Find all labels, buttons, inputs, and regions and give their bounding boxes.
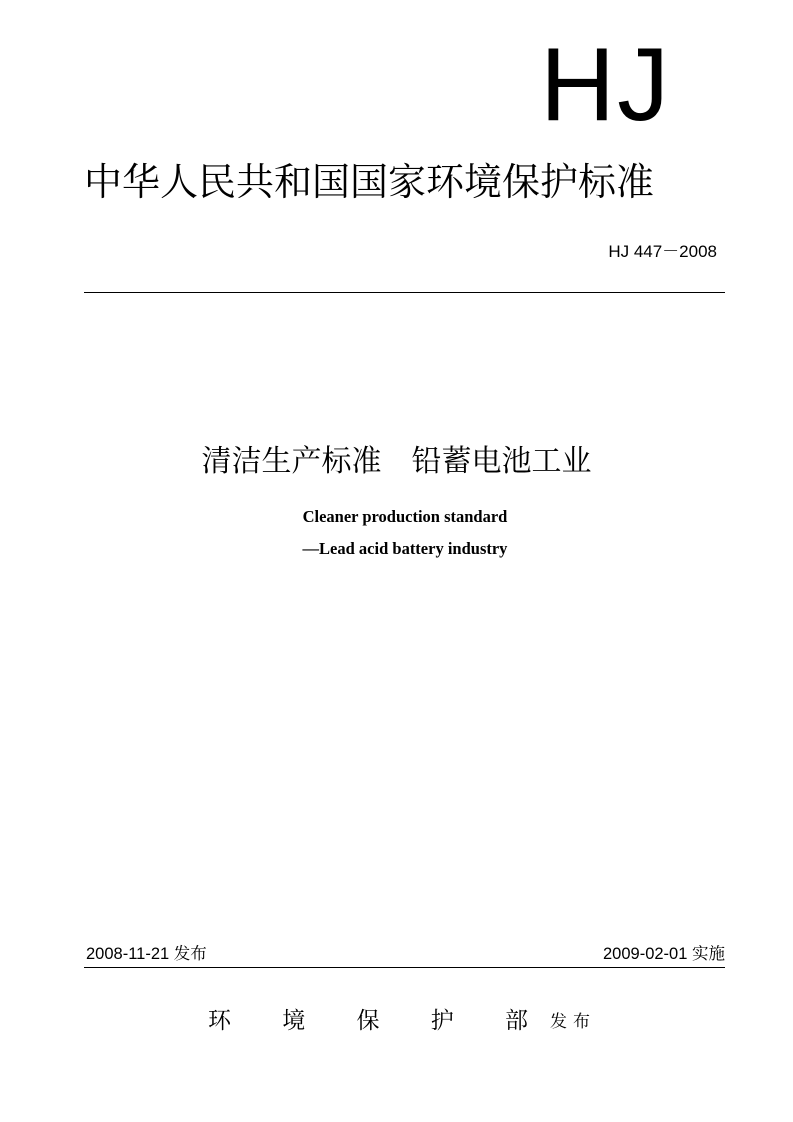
publisher-name [208,1005,528,1037]
publisher-char: 护 [430,1008,454,1034]
issue-date: 2008-11-21 发布 [86,945,207,963]
standard-logo: HJ [540,27,672,143]
standard-number: HJ 447－2008 [608,242,717,261]
publisher-char: 境 [282,1008,306,1034]
title-english-line2: —Lead acid battery industry [302,539,508,558]
publisher-char: 环 [208,1008,231,1034]
publisher-suffix: 发布 [550,1012,596,1032]
bottom-divider [84,967,725,968]
top-divider [84,292,725,293]
publisher-char: 部 [505,1008,528,1034]
title-chinese: 清洁生产标准 铅蓄电池工业 [201,444,592,479]
publisher-char: 保 [356,1008,380,1034]
standard-organization: 中华人民共和国国家环境保护标准 [84,160,655,204]
effective-date: 2009-02-01 实施 [603,945,725,963]
title-english-line1: Cleaner production standard [302,507,508,526]
